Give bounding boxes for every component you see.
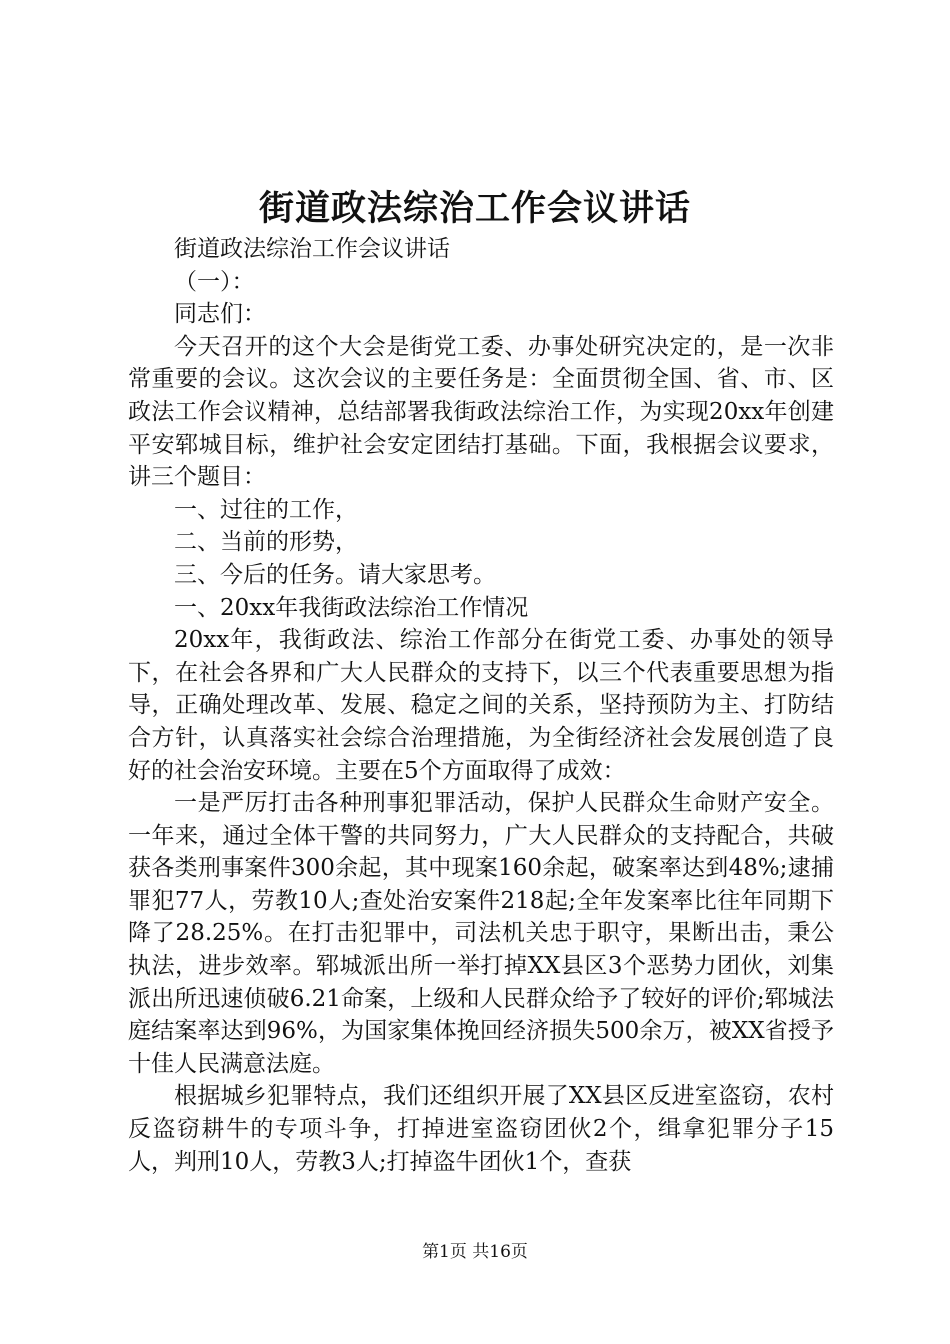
paragraph-topic-1: 一、过往的工作，: [174, 496, 358, 523]
paragraph-section-marker: （一）：: [174, 268, 255, 295]
page-number-footer: 第1页 共16页: [422, 1242, 528, 1262]
paragraph-summary: 20xx年，我街政法、综治工作部分在街党工委、办事处的领导下，在社会各界和广大人民群众的支持下，以三个代表重要思想为指导，正确处理改革、发展、稳定之间的关系，坚持预防为主、打防结合方针，认真落实社会综合治理措施，为全街经济社会发展创造了良好的社会治安环境。主要在5个方面取得了成效：: [128, 627, 834, 784]
paragraph-heading-1: 一、20xx年我街政法综治工作情况: [174, 594, 529, 621]
paragraph-campaign: 根据城乡犯罪特点，我们还组织开展了XX县区反进室盗窃，农村反盗窃耕牛的专项斗争，打掉进室盗窃团伙2个，缉拿犯罪分子15人，判刑10人，劳教3人;打掉盗牛团伙1个，查获: [128, 1083, 834, 1175]
document-title: 街道政法综治工作会议讲话: [258, 188, 691, 229]
paragraph-achievement-1: 一是严厉打击各种刑事犯罪活动，保护人民群众生命财产安全。一年来，通过全体干警的共同努力，广大人民群众的支持配合，共破获各类刑事案件300余起，其中现案160余起，破案率达到48%;逮捕罪犯77人，劳教10人;查处治安案件218起;全年发案率比往年同期下降了28.25%。在打击犯罪中，司法机关忠于职守，果断出击，秉公执法，进步效率。郓城派出所一举打掉XX县区3个恶势力团伙，刘集派出所迅速侦破6.21命案，上级和人民群众给予了较好的评价;郓城法庭结案率达到96%，为国家集体挽回经济损失500余万，被XX省授予十佳人民满意法庭。: [128, 790, 834, 1077]
paragraph-salutation: 同志们：: [174, 301, 266, 328]
document-body: [128, 233, 834, 1178]
paragraph-topic-2: 二、当前的形势，: [174, 529, 358, 556]
paragraph-topic-3: 三、今后的任务。请大家思考。: [174, 561, 496, 588]
paragraph-intro: 今天召开的这个大会是街党工委、办事处研究决定的，是一次非常重要的会议。这次会议的主要任务是：全面贯彻全国、省、市、区政法工作会议精神，总结部署我街政法综治工作，为实现20xx年创建平安郓城目标，维护社会安定团结打基础。下面，我根据会议要求，讲三个题目：: [128, 333, 834, 491]
paragraph-subtitle: 街道政法综治工作会议讲话: [174, 236, 450, 262]
